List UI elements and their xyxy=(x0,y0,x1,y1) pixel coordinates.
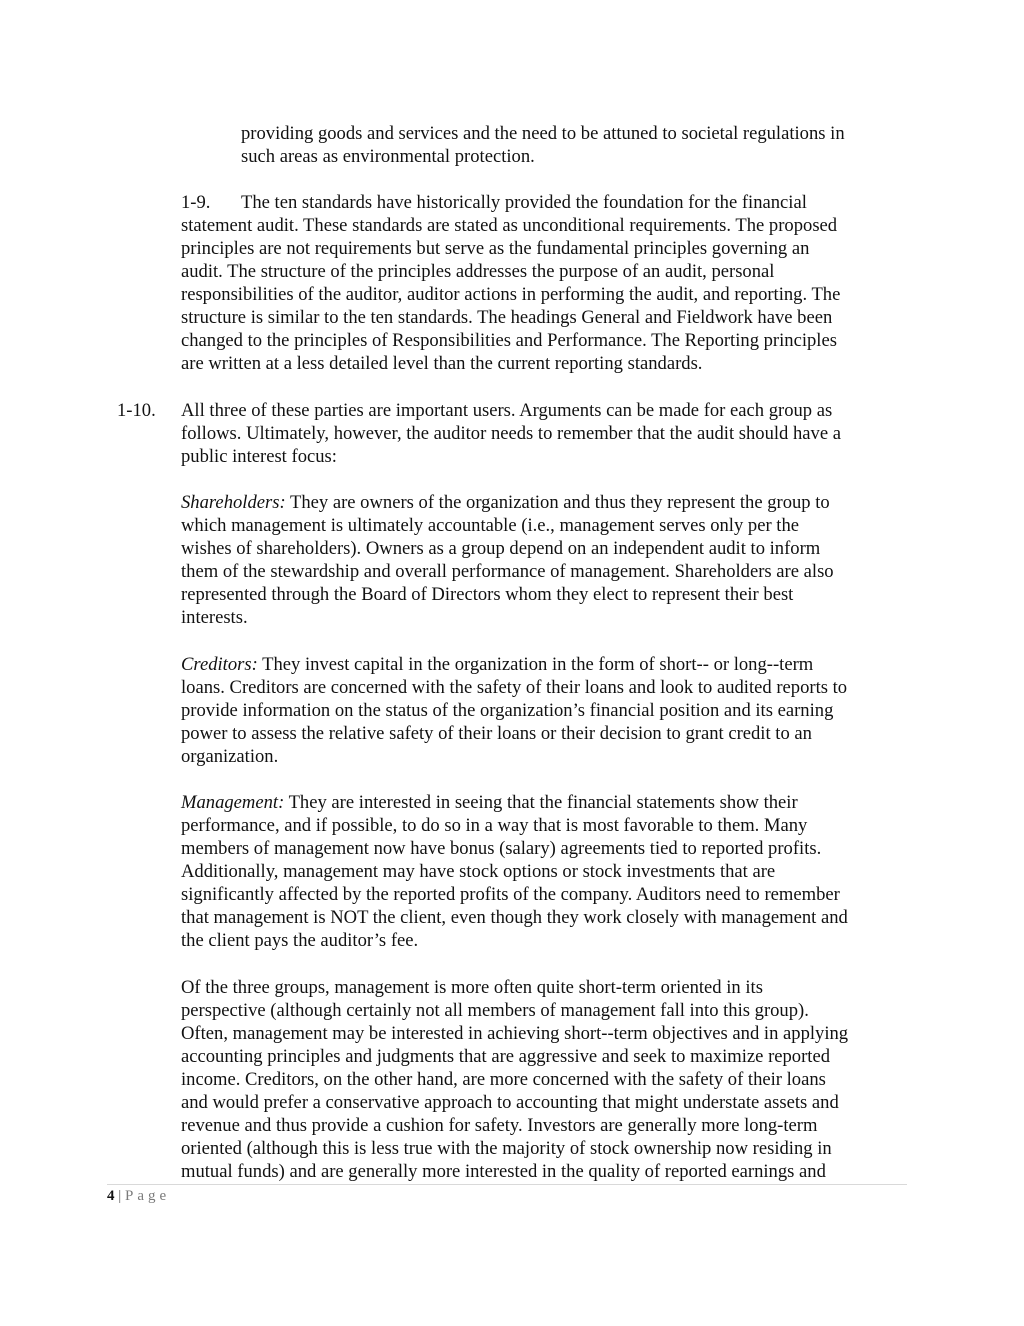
creditors-text: They invest capital in the organization in the form of short-- or long--term loans. Creditors are concerned with the safety of their loans and look to audited reports to provide information on the status of the organization’s financial position and its earning power to assess the relative safety of their loans or their decision to grant credit to an organization. xyxy=(181,654,848,767)
footer-separator: | xyxy=(118,1188,122,1204)
carryover-paragraph: providing goods and services and the need to be attuned to societal regulations in such areas as environmental protection. xyxy=(241,123,845,167)
item-1-9-paragraph: The ten standards have historically provided the foundation for the financial statement audit. These standards are stated as unconditional requirements. The proposed principles are not requirements but serve as the fundamental principles governing an audit. The structure of the principles addresses the purpose of an audit, personal responsibilities of the auditor, auditor actions in performing the audit, and reporting. The structure is similar to the ten standards. The headings General and Fieldwork have been changed to the principles of Responsibilities and Performance. The Reporting principles are written at a less detailed level than the current reporting standards. xyxy=(181,192,841,374)
shareholders-text: They are owners of the organization and thus they represent the group to which management is ultimately accountable (i.e., management serves only per the wishes of shareholders). Owners as a group depend on an independent audit to inform them of the stewardship and overall performance of management. Shareholders are also represented through the Board of Directors whom they elect to represent their best interests. xyxy=(181,492,834,628)
footer-divider xyxy=(107,1184,907,1185)
shareholders-label: Shareholders: xyxy=(181,492,286,513)
management-label: Management: xyxy=(181,792,285,813)
item-1-10-number: 1-10. xyxy=(117,400,156,421)
management-paragraph xyxy=(181,791,848,952)
shareholders-paragraph xyxy=(181,491,834,629)
footer-page-number: 4 xyxy=(107,1188,115,1204)
creditors-label: Creditors: xyxy=(181,654,258,675)
item-1-10-intro: All three of these parties are important users. Arguments can be made for each group as follows. Ultimately, however, the auditor needs to remember that the audit should have a public interest focus: xyxy=(181,400,842,467)
page-footer xyxy=(107,1186,170,1206)
footer-page-label: Page xyxy=(125,1188,171,1204)
conclusion-paragraph: Of the three groups, management is more often quite short-term oriented in its perspective (although certainly not all members of management fall into this group). Often, management may be interested in achieving short--term objectives and in applying accounting principles and judgments that are aggressive and seek to maximize reported income. Creditors, on the other hand, are more concerned with the safety of their loans and would prefer a conservative approach to accounting that might understate assets and revenue and thus provide a cushion for safety. Investors are generally more long-term oriented (although this is less true with the majority of stock ownership now residing in mutual funds) and are generally more interested in the quality of reported earnings and xyxy=(181,977,849,1182)
item-1-9-number: 1-9. xyxy=(181,192,211,213)
creditors-paragraph xyxy=(181,653,847,768)
management-text: They are interested in seeing that the financial statements show their performance, and if possible, to do so in a way that is most favorable to them. Many members of management now have bonus (salary) agreements tied to reported profits. Additionally, management may have stock options or stock investments that are significantly affected by the reported profits of the company. Auditors need to remember that management is NOT the client, even though they work closely with management and the client pays the auditor’s fee. xyxy=(181,792,848,951)
